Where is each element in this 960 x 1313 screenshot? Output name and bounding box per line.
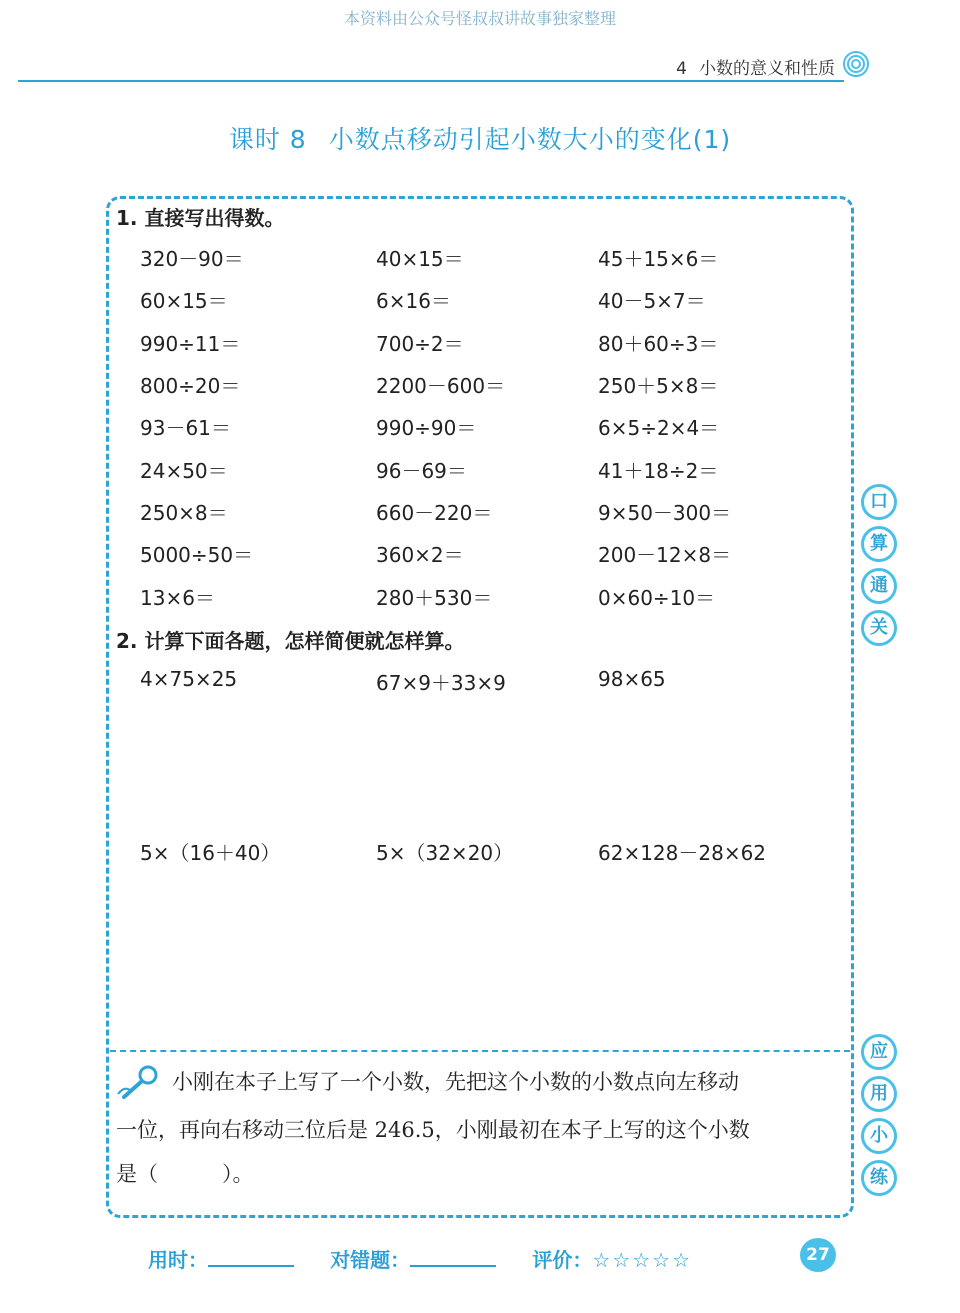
rating-stars[interactable]: ☆☆☆☆☆: [592, 1248, 693, 1272]
question-2-title: 2. 计算下面各题，怎样简便就怎样算。: [116, 629, 465, 653]
footer: [148, 1244, 692, 1273]
application-line-3: [116, 1150, 846, 1198]
side-tab-char: 口: [861, 484, 897, 520]
side-tab-char: 用: [861, 1076, 897, 1112]
q2-expr: 98×65: [598, 667, 666, 691]
side-tab-oral-practice: [861, 484, 893, 652]
spiral-icon: [842, 50, 870, 78]
q1-expr: 93－61＝: [140, 416, 231, 440]
application-line-2: 一位，再向右移动三位后是 246.5，小刚最初在本子上写的这个小数: [116, 1118, 750, 1142]
q1-expr: 0×60÷10＝: [598, 586, 716, 610]
q1-expr: 250＋5×8＝: [598, 374, 719, 398]
q1-expr: 700÷2＝: [376, 332, 464, 356]
answer-open: 是（: [116, 1162, 158, 1186]
q1-expr: 9×50－300＝: [598, 501, 732, 525]
chapter-header: [676, 54, 835, 79]
magnifier-icon: [114, 1064, 162, 1104]
q2-expr: 67×9＋33×9: [376, 671, 506, 695]
side-tab-char: 练: [861, 1160, 897, 1196]
q1-expr: 200－12×8＝: [598, 543, 732, 567]
chapter-title: 小数的意义和性质: [699, 59, 835, 79]
q1-expr: 80＋60÷3＝: [598, 332, 719, 356]
q1-expr: 60×15＝: [140, 289, 228, 313]
page-number: 27: [800, 1238, 836, 1272]
q1-expr: 24×50＝: [140, 459, 228, 483]
q1-expr: 280＋530＝: [376, 586, 493, 610]
lesson-code: 课时 8: [228, 125, 307, 154]
source-note: 本资料由公众号怪叔叔讲故事独家整理: [343, 9, 616, 28]
time-blank[interactable]: [208, 1265, 294, 1267]
q1-expr: 360×2＝: [376, 543, 464, 567]
q1-expr: 800÷20＝: [140, 374, 241, 398]
lesson-name: 小数点移动引起小数大小的变化(1): [328, 125, 732, 154]
lesson-title: [0, 120, 960, 156]
q2-expr: 5×（32×20）: [376, 841, 514, 865]
errors-label: 对错题：: [330, 1248, 411, 1272]
q2-expr: 4×75×25: [140, 667, 238, 691]
side-tab-char: 算: [861, 526, 897, 562]
side-tab-char: 通: [861, 568, 897, 604]
q2-expr: 62×128－28×62: [598, 841, 767, 865]
question-1-title: 1. 直接写出得数。: [116, 206, 285, 230]
q1-expr: 250×8＝: [140, 501, 228, 525]
header-rule: [18, 80, 844, 82]
errors-blank[interactable]: [410, 1265, 496, 1267]
q1-expr: 45＋15×6＝: [598, 247, 719, 271]
time-label: 用时：: [148, 1248, 208, 1272]
q2-expr: 5×（16＋40）: [140, 841, 281, 865]
answer-close: ）。: [222, 1162, 254, 1186]
q1-expr: 2200－600＝: [376, 374, 506, 398]
side-tab-application-practice: [861, 1034, 893, 1202]
q1-expr: 990÷11＝: [140, 332, 241, 356]
rating-label: 评价：: [532, 1248, 593, 1272]
q1-expr: 13×6＝: [140, 586, 215, 610]
q1-expr: 6×16＝: [376, 289, 451, 313]
q1-expr: 40－5×7＝: [598, 289, 706, 313]
q1-expr: 40×15＝: [376, 247, 464, 271]
application-line-1: 小刚在本子上写了一个小数，先把这个小数的小数点向左移动: [172, 1070, 739, 1094]
side-tab-char: 关: [861, 610, 897, 646]
q1-expr: 990÷90＝: [376, 416, 477, 440]
q1-expr: 320－90＝: [140, 247, 244, 271]
chapter-number: 4: [676, 59, 687, 79]
section-divider: [110, 1050, 850, 1052]
side-tab-char: 应: [861, 1034, 897, 1070]
q1-expr: 660－220＝: [376, 501, 493, 525]
side-tab-char: 小: [861, 1118, 897, 1154]
q1-expr: 96－69＝: [376, 459, 467, 483]
q1-expr: 5000÷50＝: [140, 543, 254, 567]
q1-expr: 41＋18÷2＝: [598, 459, 719, 483]
q1-expr: 6×5÷2×4＝: [598, 416, 720, 440]
